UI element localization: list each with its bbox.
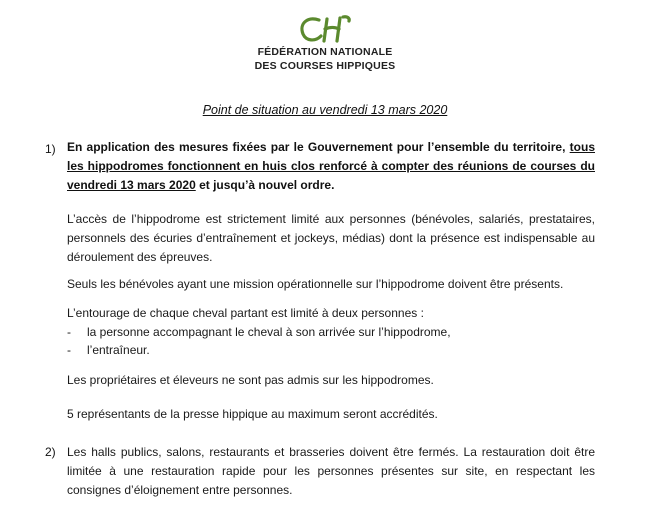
document-title: Point de situation au vendredi 13 mars 2020 [202,103,448,117]
paragraph-access: L’accès de l’hippodrome est strictement limité aux personnes (bénévoles, salariés, prestataires, personnels des écuries d’entraînement et jockeys, médias) dont la présence est indispensable au déroulement des épreuves. [67,212,595,264]
list-dash: - [67,343,71,357]
paragraph-press: 5 représentants de la presse hippique au maximum seront accrédités. [67,407,438,421]
org-name-line2: DES COURSES HIPPIQUES [254,60,396,72]
section-1-intro-c: et jusqu’à nouvel ordre. [195,178,335,192]
paragraph-volunteers: Seuls les bénévoles ayant une mission opérationnelle sur l’hippodrome doivent être présents. [67,277,564,291]
list-item-text: l’entraîneur. [87,343,150,357]
fnch-logo-icon [297,14,353,44]
list-dash: - [67,325,71,339]
section-2-text: Les halls publics, salons, restaurants et brasseries doivent être fermés. La restauration doit être limitée à une restauration rapide pour les personnes présentes sur site, en respectant les consignes d’éloignement entre personnes. [67,445,595,497]
section-2-number: 2) [45,445,56,459]
paragraph-owners: Les propriétaires et éleveurs ne sont pas admis sur les hippodromes. [67,373,434,387]
logo-block [0,14,650,72]
section-1-number: 1) [45,142,56,156]
org-name-line1: FÉDÉRATION NATIONALE [257,46,393,58]
section-1-intro-underlined: tous les hippodromes fonctionnent en huis clos renforcé à compter des réunions de courses du vendredi 13 mars 2020 [67,140,595,192]
paragraph-entourage: L’entourage de chaque cheval partant est limité à deux personnes : [67,306,424,320]
section-1-intro-a: En application des mesures fixées par le Gouvernement pour l’ensemble du territoire, [67,140,570,154]
section-1-intro [67,138,595,195]
list-item-text: la personne accompagnant le cheval à son arrivée sur l’hippodrome, [87,325,451,339]
